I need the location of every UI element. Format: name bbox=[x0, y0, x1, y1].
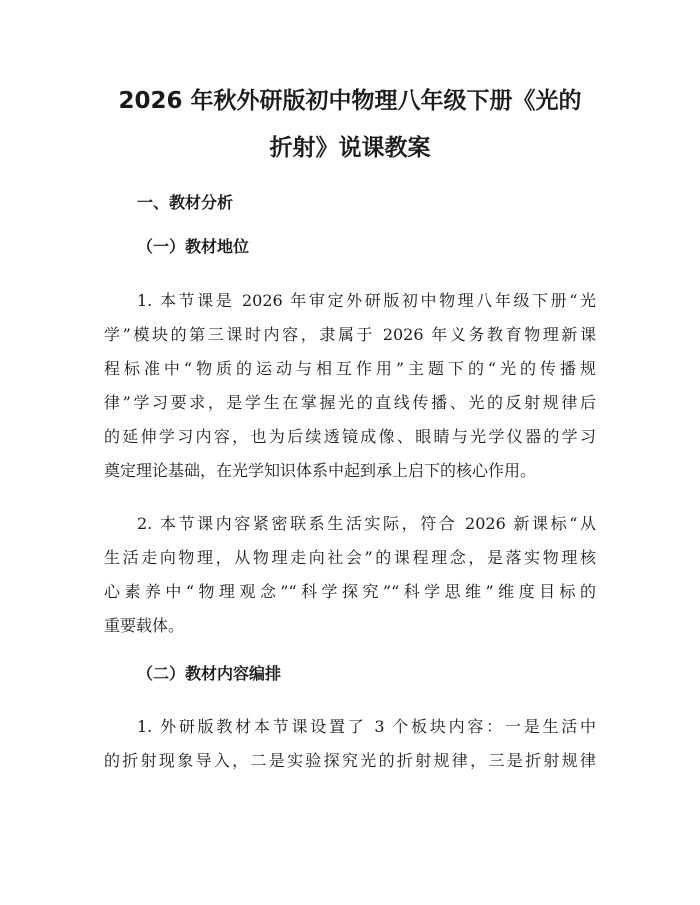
paragraph-line: 学”模块的第三课时内容，隶属于 2026 年义务教育物理新课 bbox=[104, 325, 596, 344]
paragraph-line: 程标准中“物质的运动与相互作用”主题下的“光的传播规 bbox=[104, 359, 596, 378]
paragraph-material-status-1 bbox=[104, 284, 596, 488]
paragraph-line: 的延伸学习内容，也为后续透镜成像、眼睛与光学仪器的学习 bbox=[104, 427, 596, 446]
document-title-line-2: 折射》说课教案 bbox=[269, 135, 431, 161]
subsection-heading-material-status: （一）教材地位 bbox=[137, 237, 250, 256]
section-heading-teaching-material-analysis: 一、教材分析 bbox=[137, 193, 234, 212]
paragraph-line: 的折射现象导入，二是实验探究光的折射规律，三是折射规律 bbox=[104, 751, 596, 770]
paragraph-line: 重要载体。 bbox=[104, 616, 185, 635]
subsection-heading-content-arrangement: （二）教材内容编排 bbox=[137, 664, 282, 683]
paragraph-line: 奠定理论基础，在光学知识体系中起到承上启下的核心作用。 bbox=[104, 461, 537, 480]
paragraph-line: 律”学习要求，是学生在掌握光的直线传播、光的反射规律后 bbox=[104, 393, 596, 412]
paragraph-line: 2. 本节课内容紧密联系生活实际，符合 2026 新课标“从 bbox=[137, 514, 596, 533]
paragraph-line: 生活走向物理，从物理走向社会”的课程理念，是落实物理核 bbox=[104, 548, 596, 567]
paragraph-line: 1. 本节课是 2026 年审定外研版初中物理八年级下册“光 bbox=[137, 291, 596, 310]
paragraph-line: 1. 外研版教材本节课设置了 3 个板块内容：一是生活中 bbox=[137, 717, 596, 736]
paragraph-line: 心素养中“物理观念”“科学探究”“科学思维”维度目标的 bbox=[104, 582, 596, 601]
paragraph-material-status-2 bbox=[104, 507, 596, 643]
document-title-line-1: 2026 年秋外研版初中物理八年级下册《光的 bbox=[118, 88, 582, 114]
paragraph-content-arrangement-1 bbox=[104, 710, 596, 778]
